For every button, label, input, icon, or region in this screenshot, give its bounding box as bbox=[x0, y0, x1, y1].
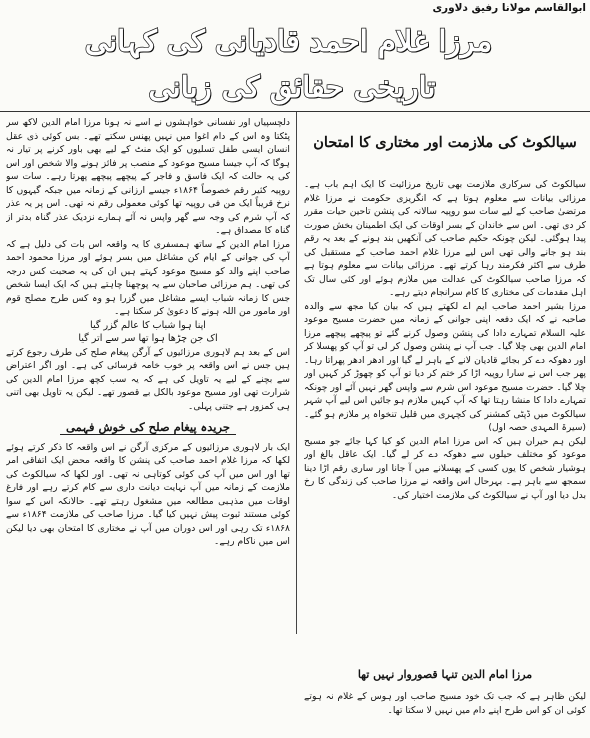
headline-line-1: مرزا غلام احمد قادیانی کی کہانی bbox=[84, 24, 492, 58]
left-paragraph-2: مرزا امام الدین کے ساتھ ہمسفری کا یہ واقعہ اس بات کی دلیل ہے کہ آپ کی جوانی کے ایام کن مشاغل میں بسر ہوئے اور مرزا محمود احمد صاحب اپنے والد کو مسیح موعود کہتے ہیں ان کی یہ صحبت کس درجہ کی تھی۔ ہم مرزائی صاحبان سے یہ پوچھنا چاہتے ہیں کہ ایک ایسا شخص جس کا زمانہ شباب ایسے مشاغل میں گزرا ہو وہ کس طرح مصلح قوم اور مامور من اللہ ہونے کا دعویٰ کر سکتا ہے۔ bbox=[6, 238, 290, 317]
left-column bbox=[6, 116, 290, 738]
left-paragraph-1: دلچسپیاں اور نفسانی خواہشوں نے اسے نہ ہونا مرزا امام الدین لاکھ سر پٹکتا وہ اس کے دام اغوا میں نہیں پھنس سکتے تھے۔ بس کوئی ذی عقل انسان ایسی طفل تسلیوں کو ایک منٹ کے لیے بھی باور کرنے پر تیار نہ ہوگا کہ آپ جیسا مسیح موعود کے منصب پر فائز ہونے والا شخص اور اس کی یہ حالت کہ ایک فاسق و فاجر کے پیچھے پیچھے پھرتا رہے۔ سات سو روپیہ کثیر رقم خصوصاً ۱۸۶۴ء جیسے ارزانی کے زمانہ میں جبکہ گیہوں کا نرخ قریباً ایک من فی روپیہ تھا کوئی معمولی رقم نہ تھی۔ اس پر یہ عذر کہ آپ شرم کی وجہ سے گھر واپس نہ آئے ہمارے نزدیک عذر گناہ بدتر از گناہ کا مصداق ہے۔ bbox=[6, 117, 290, 236]
bottom-heading: مرزا امام الدین تنہا قصوروار نہیں تھا bbox=[357, 668, 533, 681]
right-paragraph-3: لیکن ہم حیران ہیں کہ اس مرزا امام الدین کو کیا کہا جائے جو مسیح موعود کو مختلف حیلوں سے دھوکہ دے کر لے گیا۔ ایک عاقل بالغ اور ہوشیار شخص کا یوں کسی کے پھسلانے میں آ جانا اور ساری رقم اڑا دینا سمجھ سے باہر ہے۔ بہرحال اس واقعہ نے مرزا صاحب کی زندگی کا رخ بدل دیا اور آپ نے سیالکوٹ کی ملازمت اختیار کی۔ bbox=[304, 435, 586, 501]
right-paragraph-1: سیالکوٹ کی سرکاری ملازمت بھی تاریخ مرزائیت کا ایک اہم باب ہے۔ مرزائی بیانات سے معلوم ہوتا ہے کہ انگریزی حکومت نے مرزا غلام مرتضیٰ صاحب کے لیے سات سو روپیہ سالانہ کی پنشن تاحین حیات مقرر کر دی تھی۔ اس سے خاندان کے بسر اوقات کی ایک اطمینان بخش صورت پیدا ہوگئی۔ لیکن چونکہ حکیم صاحب کی آنکھیں بند ہونے کے بعد یہ رقم بند ہو جانے والی تھی اس لیے مرزا غلام احمد صاحب کے مستقبل کی طرف سے اکثر فکرمند رہا کرتے تھے۔ مرزائی بیانات سے معلوم ہوتا ہے کہ مرزا صاحب سیالکوٹ کی عدالت میں ملازم ہوئے اور کئی سال تک اہل مقدمات کی مختاری کا کام سرانجام دیتے رہے۔ bbox=[304, 179, 586, 298]
bottom-paragraph: لیکن ظاہر ہے کہ جب تک خود مسیح صاحب اور ہوس کے غلام نہ ہوتے کوئی ان کو اس طرح اپنے دام میں نہیں لا سکتا تھا۔ bbox=[304, 691, 586, 716]
left-paragraph-3: اس کے بعد ہم لاہوری مرزائیوں کے آرگن پیغام صلح کی طرف رجوع کرتے ہیں جس نے اس واقعہ پر خوب خامہ فرسائی کی ہے۔ اور اگر اعتراض سے بچنے کے لیے یہ تاویل کی ہے کہ یہ سب کچھ مرزا امام الدین کی شرارت تھی اور مسیح موعود بالکل بے قصور تھے۔ لیکن یہ تاویل بھی اتنی ہی کمزور ہے جتنی پہلی۔ bbox=[6, 346, 290, 412]
verse-line-2: اک جن چڑھا ہوا تھا سر سے اتر گیا bbox=[78, 333, 218, 344]
author-byline: ابوالقاسم مولانا رفیق دلاوری bbox=[432, 2, 586, 14]
right-column bbox=[304, 178, 586, 663]
section-title: سیالکوٹ کی ملازمت اور مختاری کا امتحان bbox=[313, 134, 577, 151]
headline-line-2: تاریخی حقائق کی زبانی bbox=[148, 70, 436, 104]
header-divider bbox=[0, 111, 590, 112]
right-paragraph-2: مرزا بشیر احمد صاحب ایم اے لکھتے ہیں کہ بیان کیا مجھ سے والدہ صاحبہ نے کہ ایک دفعہ اپنی جوانی کے زمانہ میں حضرت مسیح موعود علیہ السلام تمہارے دادا کی پنشن وصول کرنے گئے تو پیچھے پیچھے مرزا امام الدین بھی چلا گیا۔ جب آپ نے پنشن وصول کر لی تو آپ کو پھسلا کر اور دھوکہ دے کر بجائے قادیان لانے کے باہر لے گیا اور ادھر ادھر پھراتا رہا۔ پھر جب اس نے سارا روپیہ اڑا کر ختم کر دیا تو آپ کو چھوڑ کر کہیں اور چلا گیا۔ حضرت مسیح موعود اس شرم سے واپس گھر نہیں آئے اور چونکہ تمہارے دادا کا منشا رہتا تھا کہ آپ کہیں ملازم ہو جائیں اس لیے آپ شہر سیالکوٹ میں ڈپٹی کمشنر کی کچہری میں قلیل تنخواہ پر ملازم ہو گئے۔ (سیرۃ المہدی حصہ اول) bbox=[304, 300, 586, 433]
left-paragraph-4: ایک بار لاہوری مرزائیوں کے مرکزی آرگن نے اس واقعہ کا ذکر کرتے ہوئے لکھا کہ مرزا غلام احمد صاحب کی پنشن کا واقعہ محض ایک اتفاقی امر تھا اور اس میں آپ کی کوئی کوتاہی نہ تھی۔ اور لکھا کہ سیالکوٹ کی ملازمت کے زمانہ میں آپ نہایت دیانت داری سے کام کرتے رہے اور فارغ اوقات میں مذہبی مطالعہ میں مشغول رہتے تھے۔ حالانکہ اس کے سوا کوئی مستند ثبوت پیش نہیں کیا گیا۔ مرزا صاحب کی ملازمت ۱۸۶۴ء سے ۱۸۶۸ء تک رہی اور اس دوران میں آپ نے مختاری کا امتحان بھی دیا لیکن اس میں ناکام رہے۔ bbox=[6, 441, 290, 547]
column-divider bbox=[296, 112, 297, 634]
left-subheading bbox=[6, 421, 290, 435]
verse-line-1: اپنا ہوا شباب کا عالم گزر گیا bbox=[90, 319, 206, 331]
left-subheading-text: جریدہ پیغام صلح کی خوش فہمی bbox=[60, 420, 236, 435]
